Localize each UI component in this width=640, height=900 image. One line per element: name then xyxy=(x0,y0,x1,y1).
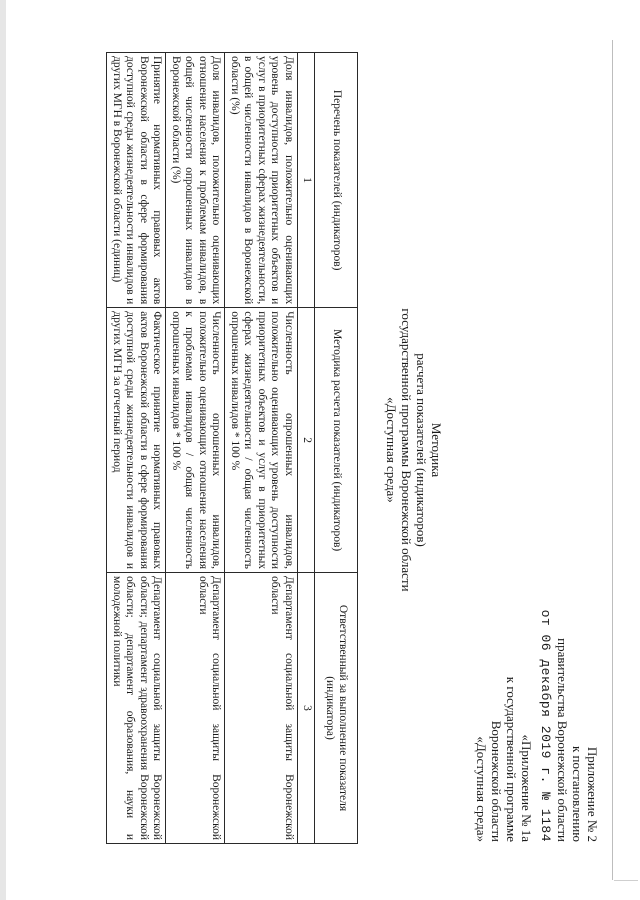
appendix2-line-1: «Приложение № 1а xyxy=(519,734,534,842)
responsible-cell: Департамент социальной защиты Воронежской области xyxy=(166,573,225,844)
method-cell: Фактическое принятие нормативных правовых актов Воронежской области в сфере формирования доступной среды жизнедеятельности инвалидов и других МГН за отчетный период xyxy=(107,308,166,573)
method-cell: Численность опрошенных инвалидов, положительно оценивающих уровень доступности приоритетных объектов и услуг в приоритетных сферах жизнедеятельности / общая численность опрошенных инвалидов * 100 % xyxy=(225,308,298,573)
indicator-cell: Доля инвалидов, положительно оценивающих отношение населения к проблемам инвалидов, в общей численности опрошенных инвалидов в Воронежской области (%) xyxy=(166,53,225,308)
appendix2-line-4: «Доступная среда» xyxy=(474,736,489,842)
appendix2-line-3: Воронежской области xyxy=(489,720,504,842)
title-line-2: расчета показателей (индикаторов) xyxy=(414,353,429,547)
title-line-4: «Доступная среда» xyxy=(384,397,399,503)
header-responsible: Ответственный за выполнение показателя (индикатора) xyxy=(315,573,358,844)
table-row xyxy=(225,53,298,844)
indicator-cell: Доля инвалидов, положительно оценивающих уровень доступности приоритетных объектов и услуг в приоритетных сферах жизнедеятельности, в общей численности инвалидов в Воронежской области (%) xyxy=(225,53,298,308)
document-title xyxy=(384,0,444,900)
indicators-table xyxy=(107,52,359,844)
column-number: 3 xyxy=(298,573,315,844)
column-number: 2 xyxy=(298,308,315,573)
table-row xyxy=(166,53,225,844)
responsible-cell: Департамент социальной защиты Воронежской области; департамент здравоохранения Воронежской области; департамент образования, науки и молодежной политики xyxy=(107,573,166,844)
title-line-3: государственной программы Воронежской области xyxy=(399,308,414,592)
responsible-cell: Департамент социальной защиты Воронежской области xyxy=(225,573,298,844)
appendix-line-3: правительства Воронежской области xyxy=(555,638,570,842)
appendix-line-1: Приложение № 2 xyxy=(585,746,600,842)
appendix-1a-block xyxy=(474,677,534,842)
table-header-row xyxy=(315,53,358,844)
column-number-row xyxy=(298,53,315,844)
appendix-block xyxy=(538,610,600,842)
column-number: 1 xyxy=(298,53,315,308)
header-method: Методика расчета показателей (индикаторов) xyxy=(315,308,358,573)
table-row xyxy=(107,53,166,844)
header-indicators: Перечень показателей (индикаторов) xyxy=(315,53,358,308)
appendix-line-2: к постановлению xyxy=(570,745,585,842)
method-cell: Численность опрошенных инвалидов, положительно оценивающих отношение населения к проблемам инвалидов / общая численность опрошенных инвалидов * 100 % xyxy=(166,308,225,573)
appendix2-line-2: к государственной программе xyxy=(504,676,519,842)
resolution-date: от 06 декабря 2019 г. № 1184 xyxy=(538,609,553,842)
title-line-1: Методика xyxy=(429,422,444,478)
indicator-cell: Принятие нормативных правовых актов Воронежской области в сфере формирования доступной среды жизнедеятельности инвалидов и других МГН в Воронежской области (единиц) xyxy=(107,53,166,308)
